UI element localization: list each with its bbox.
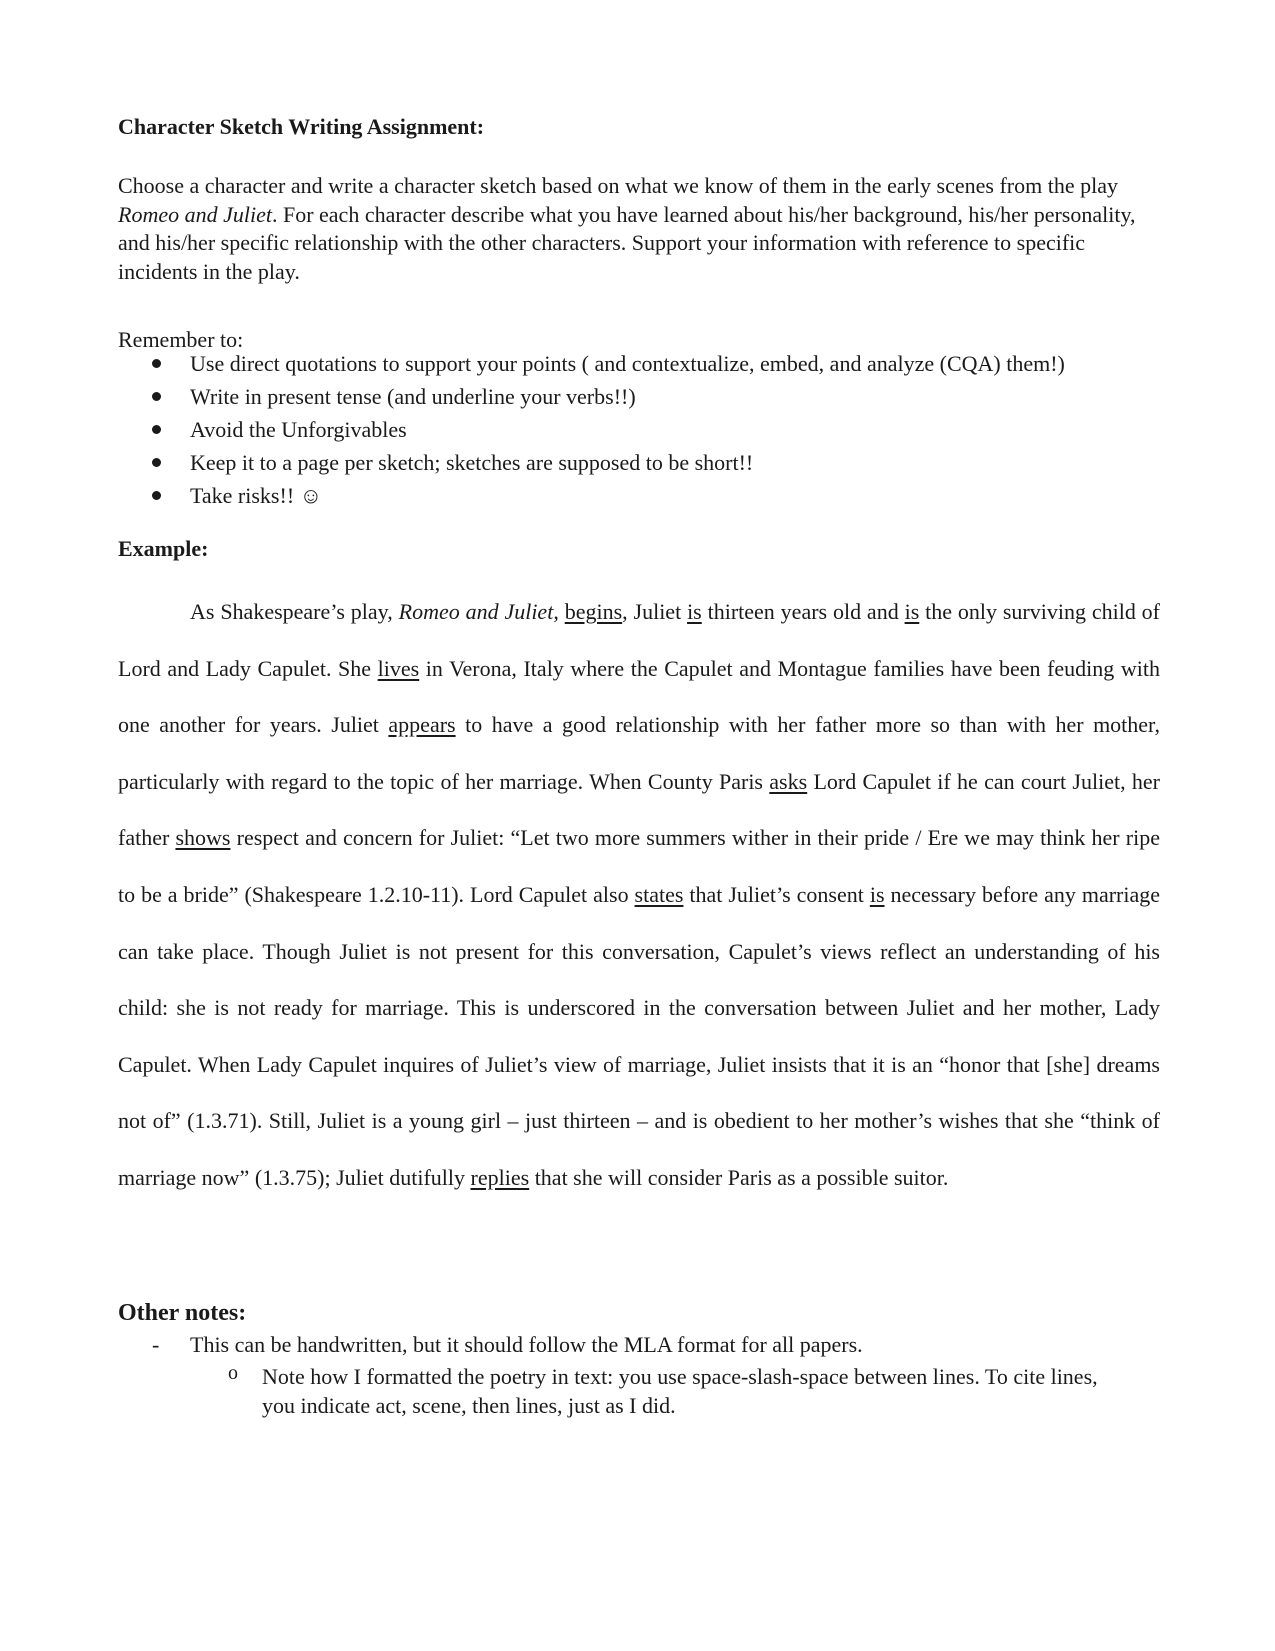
list-item: Use direct quotations to support your points ( and contextualize, embed, and analyze (CQA) them!) xyxy=(118,347,1065,380)
intro-play-title: Romeo and Juliet xyxy=(118,201,272,227)
intro-text-2: . For each character describe what you have learned about his/her background, his/her personality, and his/her specific relationship with the other characters. Support your information with reference to specific incidents in the play. xyxy=(118,201,1136,284)
list-item: Write in present tense (and underline your verbs!!) xyxy=(118,380,1065,413)
page-title: Character Sketch Writing Assignment: xyxy=(118,114,485,139)
remember-label: Remember to: xyxy=(118,327,244,352)
underlined-verb: appears xyxy=(388,712,456,738)
underlined-verb: asks xyxy=(769,768,808,794)
list-item: Avoid the Unforgivables xyxy=(118,413,1065,446)
bullet-icon xyxy=(152,392,161,401)
underlined-verb: is xyxy=(869,881,885,907)
underlined-verb: begins xyxy=(564,599,623,624)
underlined-verb: is xyxy=(687,599,702,624)
list-item: Take risks!! ☺ xyxy=(118,479,1065,512)
notes-item: This can be handwritten, but it should follow the MLA format for all papers. xyxy=(190,1332,863,1357)
example-paragraph: As Shakespeare’s play, Romeo and Juliet, begins, Juliet is thirteen years old and is the only surviving child of Lord and Lady Capulet. She lives in Verona, Italy where the Capulet and Montague families have been feuding with one another for years. Juliet appears to have a good relationship with her father more so than with her mother, particularly with regard to the topic of her marriage. When County Paris asks Lord Capulet if he can court Juliet, her father shows respect and concern for Juliet: “Let two more summers wither in their pride / Ere we may think her ripe to be a bride” (Shakespeare 1.2.10-11). Lord Capulet also states that Juliet’s consent is necessary before any marriage can take place. Though Juliet is not present for this conversation, Capulet’s views reflect an understanding of his child: she is not ready for marriage. This is underscored in the conversation between Juliet and her mother, Lady Capulet. When Lady Capulet inquires of Juliet’s view of marriage, Juliet insists that it is an “honor that [she] dreams not of” (1.3.71). Still, Juliet is a young girl – just thirteen – and is obedient to her mother’s wishes that she “think of marriage now” (1.3.75); Juliet dutifully replies that she will consider Paris as a possible suitor. xyxy=(118,599,1161,1190)
bullet-icon xyxy=(152,491,161,500)
bullet-icon xyxy=(152,425,161,434)
bullet-icon xyxy=(152,359,161,368)
notes-subitem: Note how I formatted the poetry in text: you use space-slash-space between lines. To cite lines, you indicate act, scene, then lines, just as I did. xyxy=(262,1364,1098,1418)
list-item: Keep it to a page per sketch; sketches are supposed to be short!! xyxy=(118,446,1065,479)
bullet-icon xyxy=(152,458,161,467)
underlined-verb: shows xyxy=(175,825,231,851)
underlined-verb: lives xyxy=(377,655,420,681)
intro-text-1: Choose a character and write a character sketch based on what we know of them in the early scenes from the play xyxy=(118,173,1118,198)
underlined-verb: is xyxy=(904,599,920,624)
circle-marker: o xyxy=(228,1362,238,1384)
example-play-title: Romeo and Juliet xyxy=(398,599,554,624)
underlined-verb: states xyxy=(634,881,684,907)
example-heading: Example: xyxy=(118,536,209,561)
dash-marker: - xyxy=(152,1332,160,1357)
notes-heading: Other notes: xyxy=(118,1300,247,1326)
underlined-verb: replies xyxy=(470,1164,530,1190)
intro-paragraph xyxy=(118,172,1158,286)
reminder-list xyxy=(118,347,1065,512)
